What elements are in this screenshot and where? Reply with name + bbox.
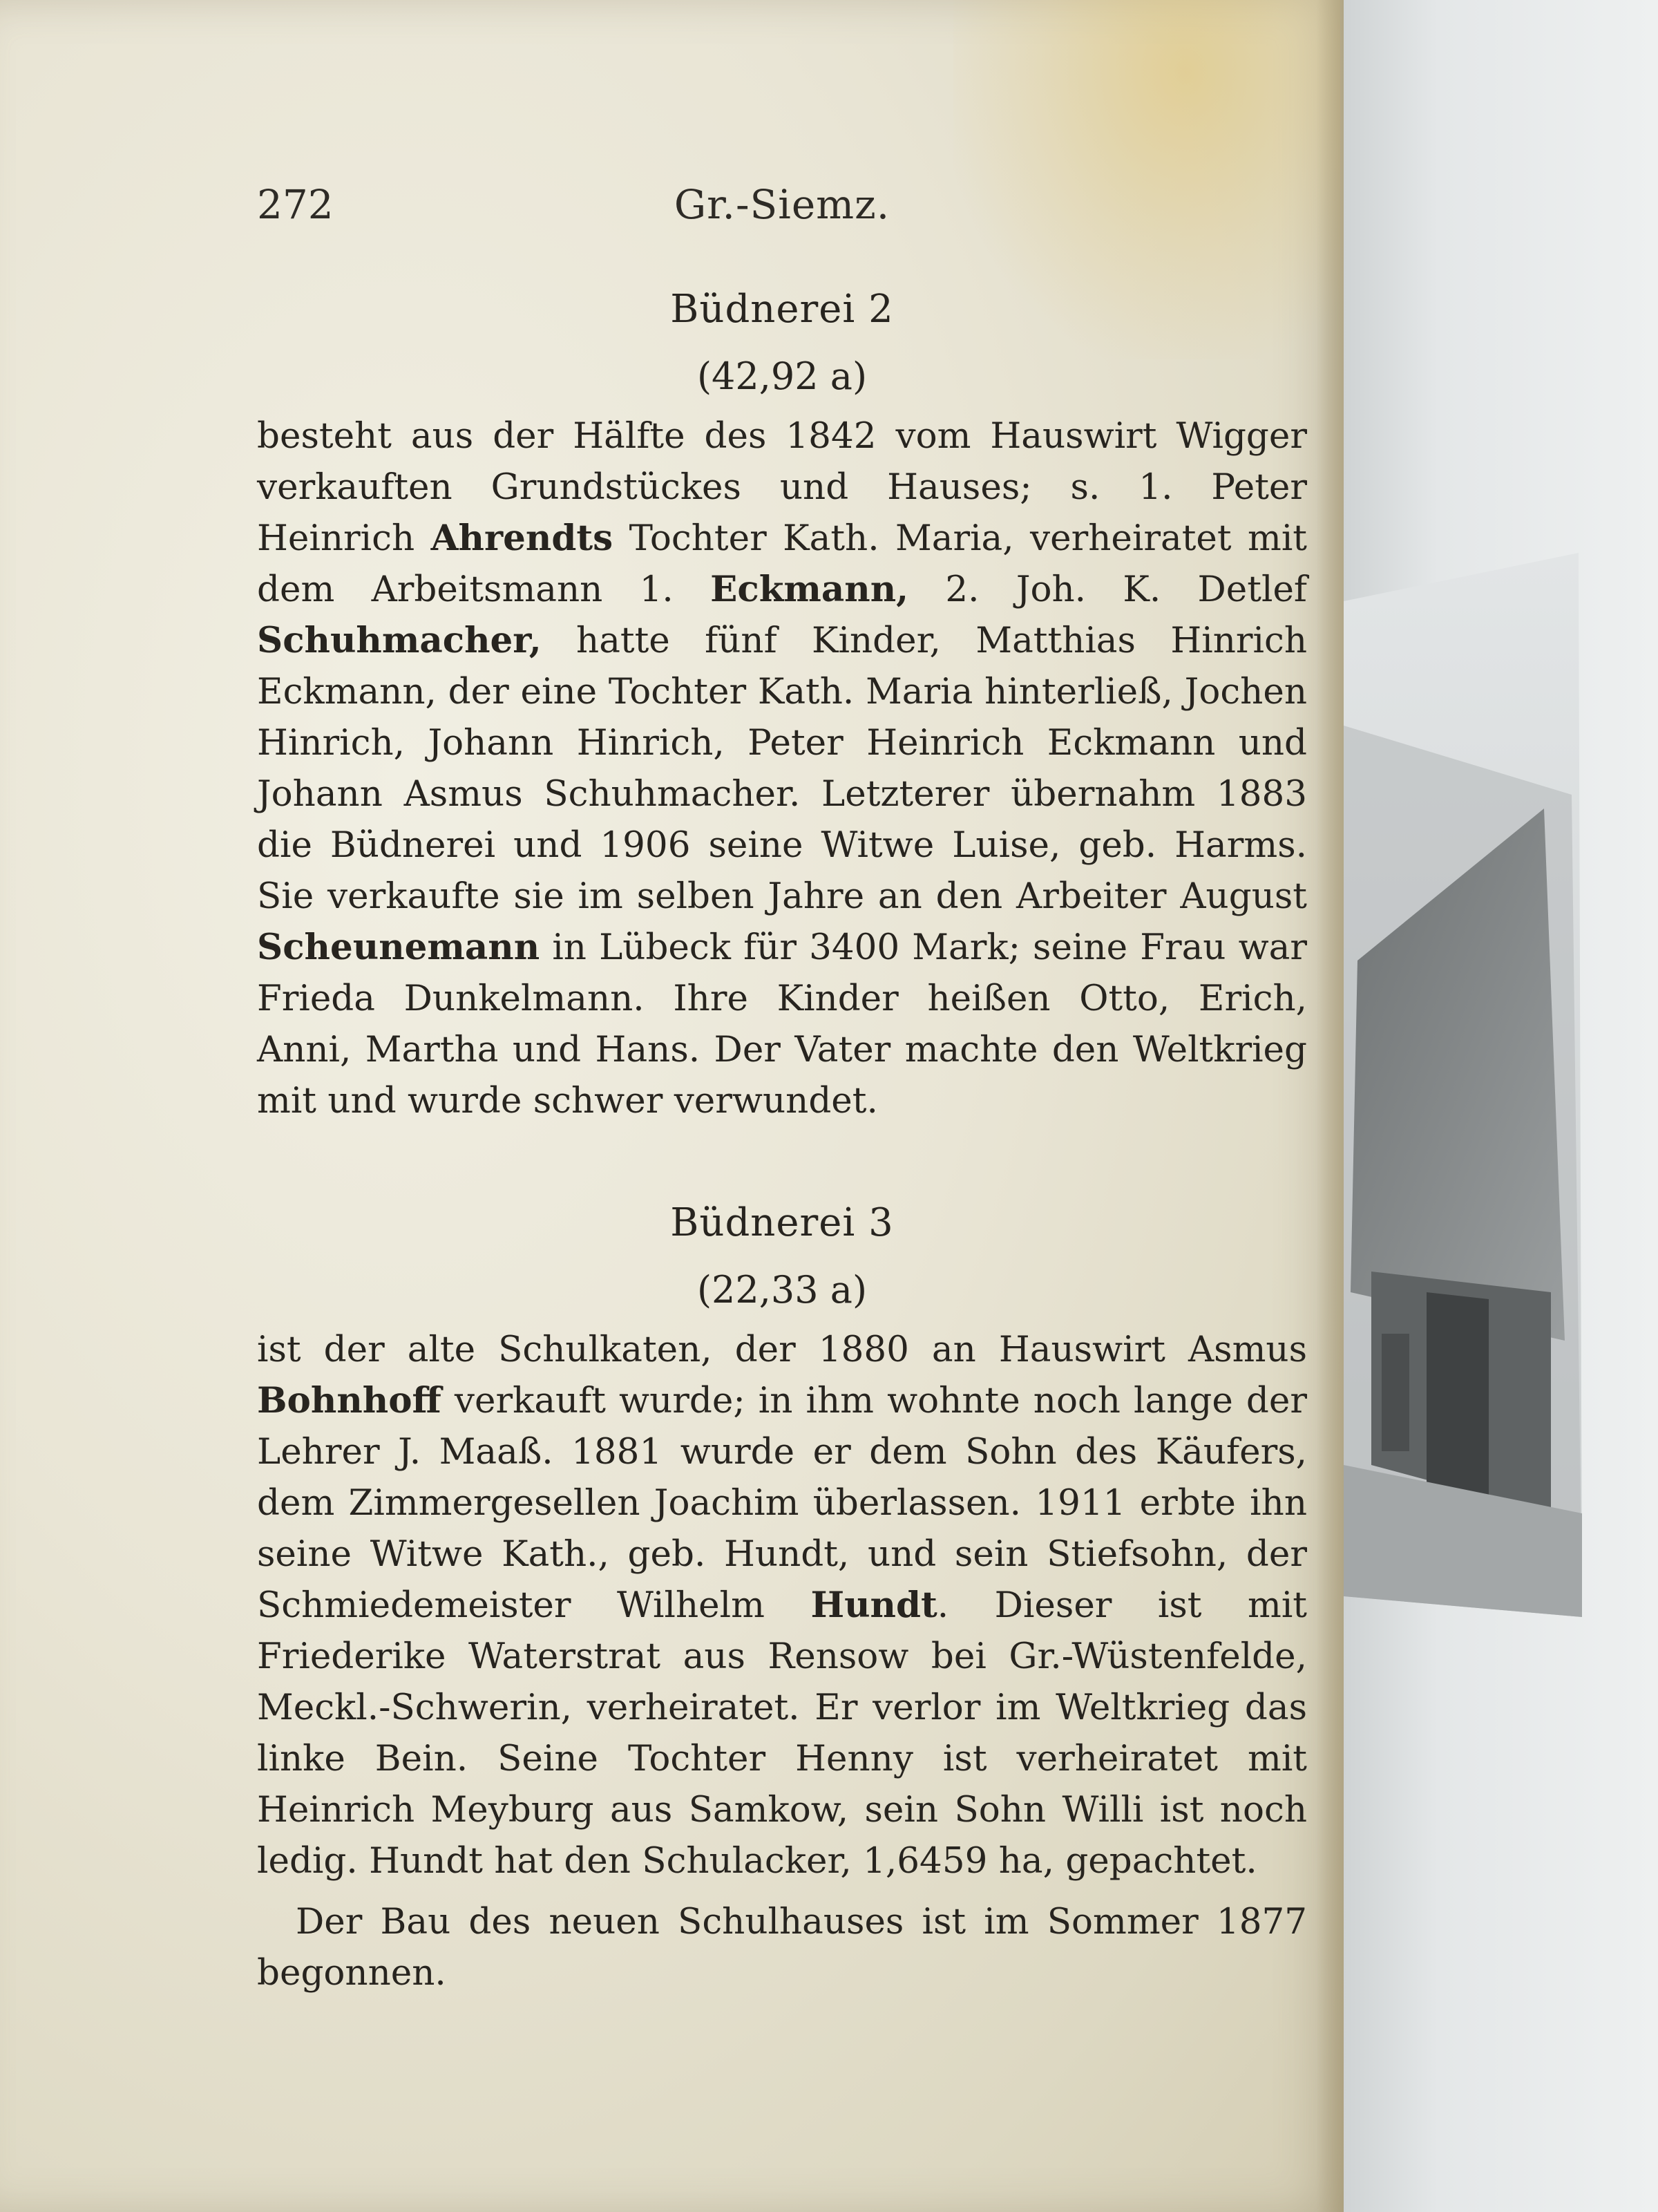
bold-name: Bohnhoff <box>257 1380 441 1421</box>
barn-photo <box>1344 546 1620 1624</box>
page-number: 272 <box>257 181 334 228</box>
section-title: Büdnerei 2 <box>670 287 894 332</box>
section-paragraph <box>257 1324 1307 1887</box>
text-run: . Dieser ist mit Friederike Waterstrat aus Rensow bei Gr.-Wüstenfelde, Meckl.-Schwerin, verheiratet. Er verlor im Weltkrieg das linke Bein. Seine Tochter Henny ist verheiratet mit Heinrich Meyburg aus Samkow, sein Sohn Willi ist noch ledig. Hundt hat den Schulacker, 1,6459 ha, gepachtet. <box>257 1585 1307 1882</box>
text-run: ist der alte Schulkaten, der 1880 an Hauswirt Asmus <box>257 1329 1307 1370</box>
closing-paragraph: Der Bau des neuen Schulhauses ist im Sommer 1877 begonnen. <box>257 1901 1307 1994</box>
running-title: Gr.-Siemz. <box>674 181 890 228</box>
section-buednerei-2 <box>257 276 1307 1126</box>
text-run: besteht aus der Hälfte des 1842 vom Hauswirt Wigger verkauften Grundstückes und Hauses; s. 1. Peter Heinrich <box>257 415 1307 559</box>
bold-name: Ahrendts <box>430 518 613 559</box>
section-title: Büdnerei 3 <box>670 1200 894 1245</box>
section-area: (42,92 a) <box>696 355 868 398</box>
text-run: hatte fünf Kinder, Matthias Hinrich Eckmann, der eine Tochter Kath. Maria hinterließ, Jochen Hinrich, Johann Hinrich, Peter Heinrich Eckmann und Johann Asmus Schuhmacher. Letzterer übernahm 1883 die Büdnerei und 1906 seine Witwe Luise, geb. Harms. Sie verkaufte sie im selben Jahre an den Arbeiter August <box>257 620 1307 917</box>
page-header <box>257 181 1307 229</box>
bold-name: Hundt <box>810 1585 937 1626</box>
bold-name: Scheunemann <box>257 927 540 968</box>
bold-name: Schuhmacher, <box>257 620 542 661</box>
text-run: Tochter Kath. Maria, verheiratet mit dem Arbeitsmann 1. <box>257 518 1307 610</box>
section-buednerei-3 <box>257 1190 1307 1887</box>
text-run: 2. Joh. K. Detlef <box>908 569 1307 610</box>
section-area: (22,33 a) <box>696 1268 868 1312</box>
bold-name: Eckmann, <box>710 569 909 610</box>
text-run: in Lübeck für 3400 Mark; seine Frau war Frieda Dunkelmann. Ihre Kinder heißen Otto, Erich, Anni, Martha und Hans. Der Vater machte den Weltkrieg mit und wurde schwer verwundet. <box>257 927 1307 1122</box>
page-body <box>257 276 1307 1998</box>
text-run: verkauft wurde; in ihm wohnte noch lange der Lehrer J. Maaß. 1881 wurde er dem Sohn des Käufers, dem Zimmergesellen Joachim überlassen. 1911 erbte ihn seine Witwe Kath., geb. Hundt, und sein Stiefsohn, der Schmiedemeister Wilhelm <box>257 1380 1307 1626</box>
page-gutter-shadow <box>1316 0 1344 2212</box>
section-paragraph <box>257 410 1307 1126</box>
